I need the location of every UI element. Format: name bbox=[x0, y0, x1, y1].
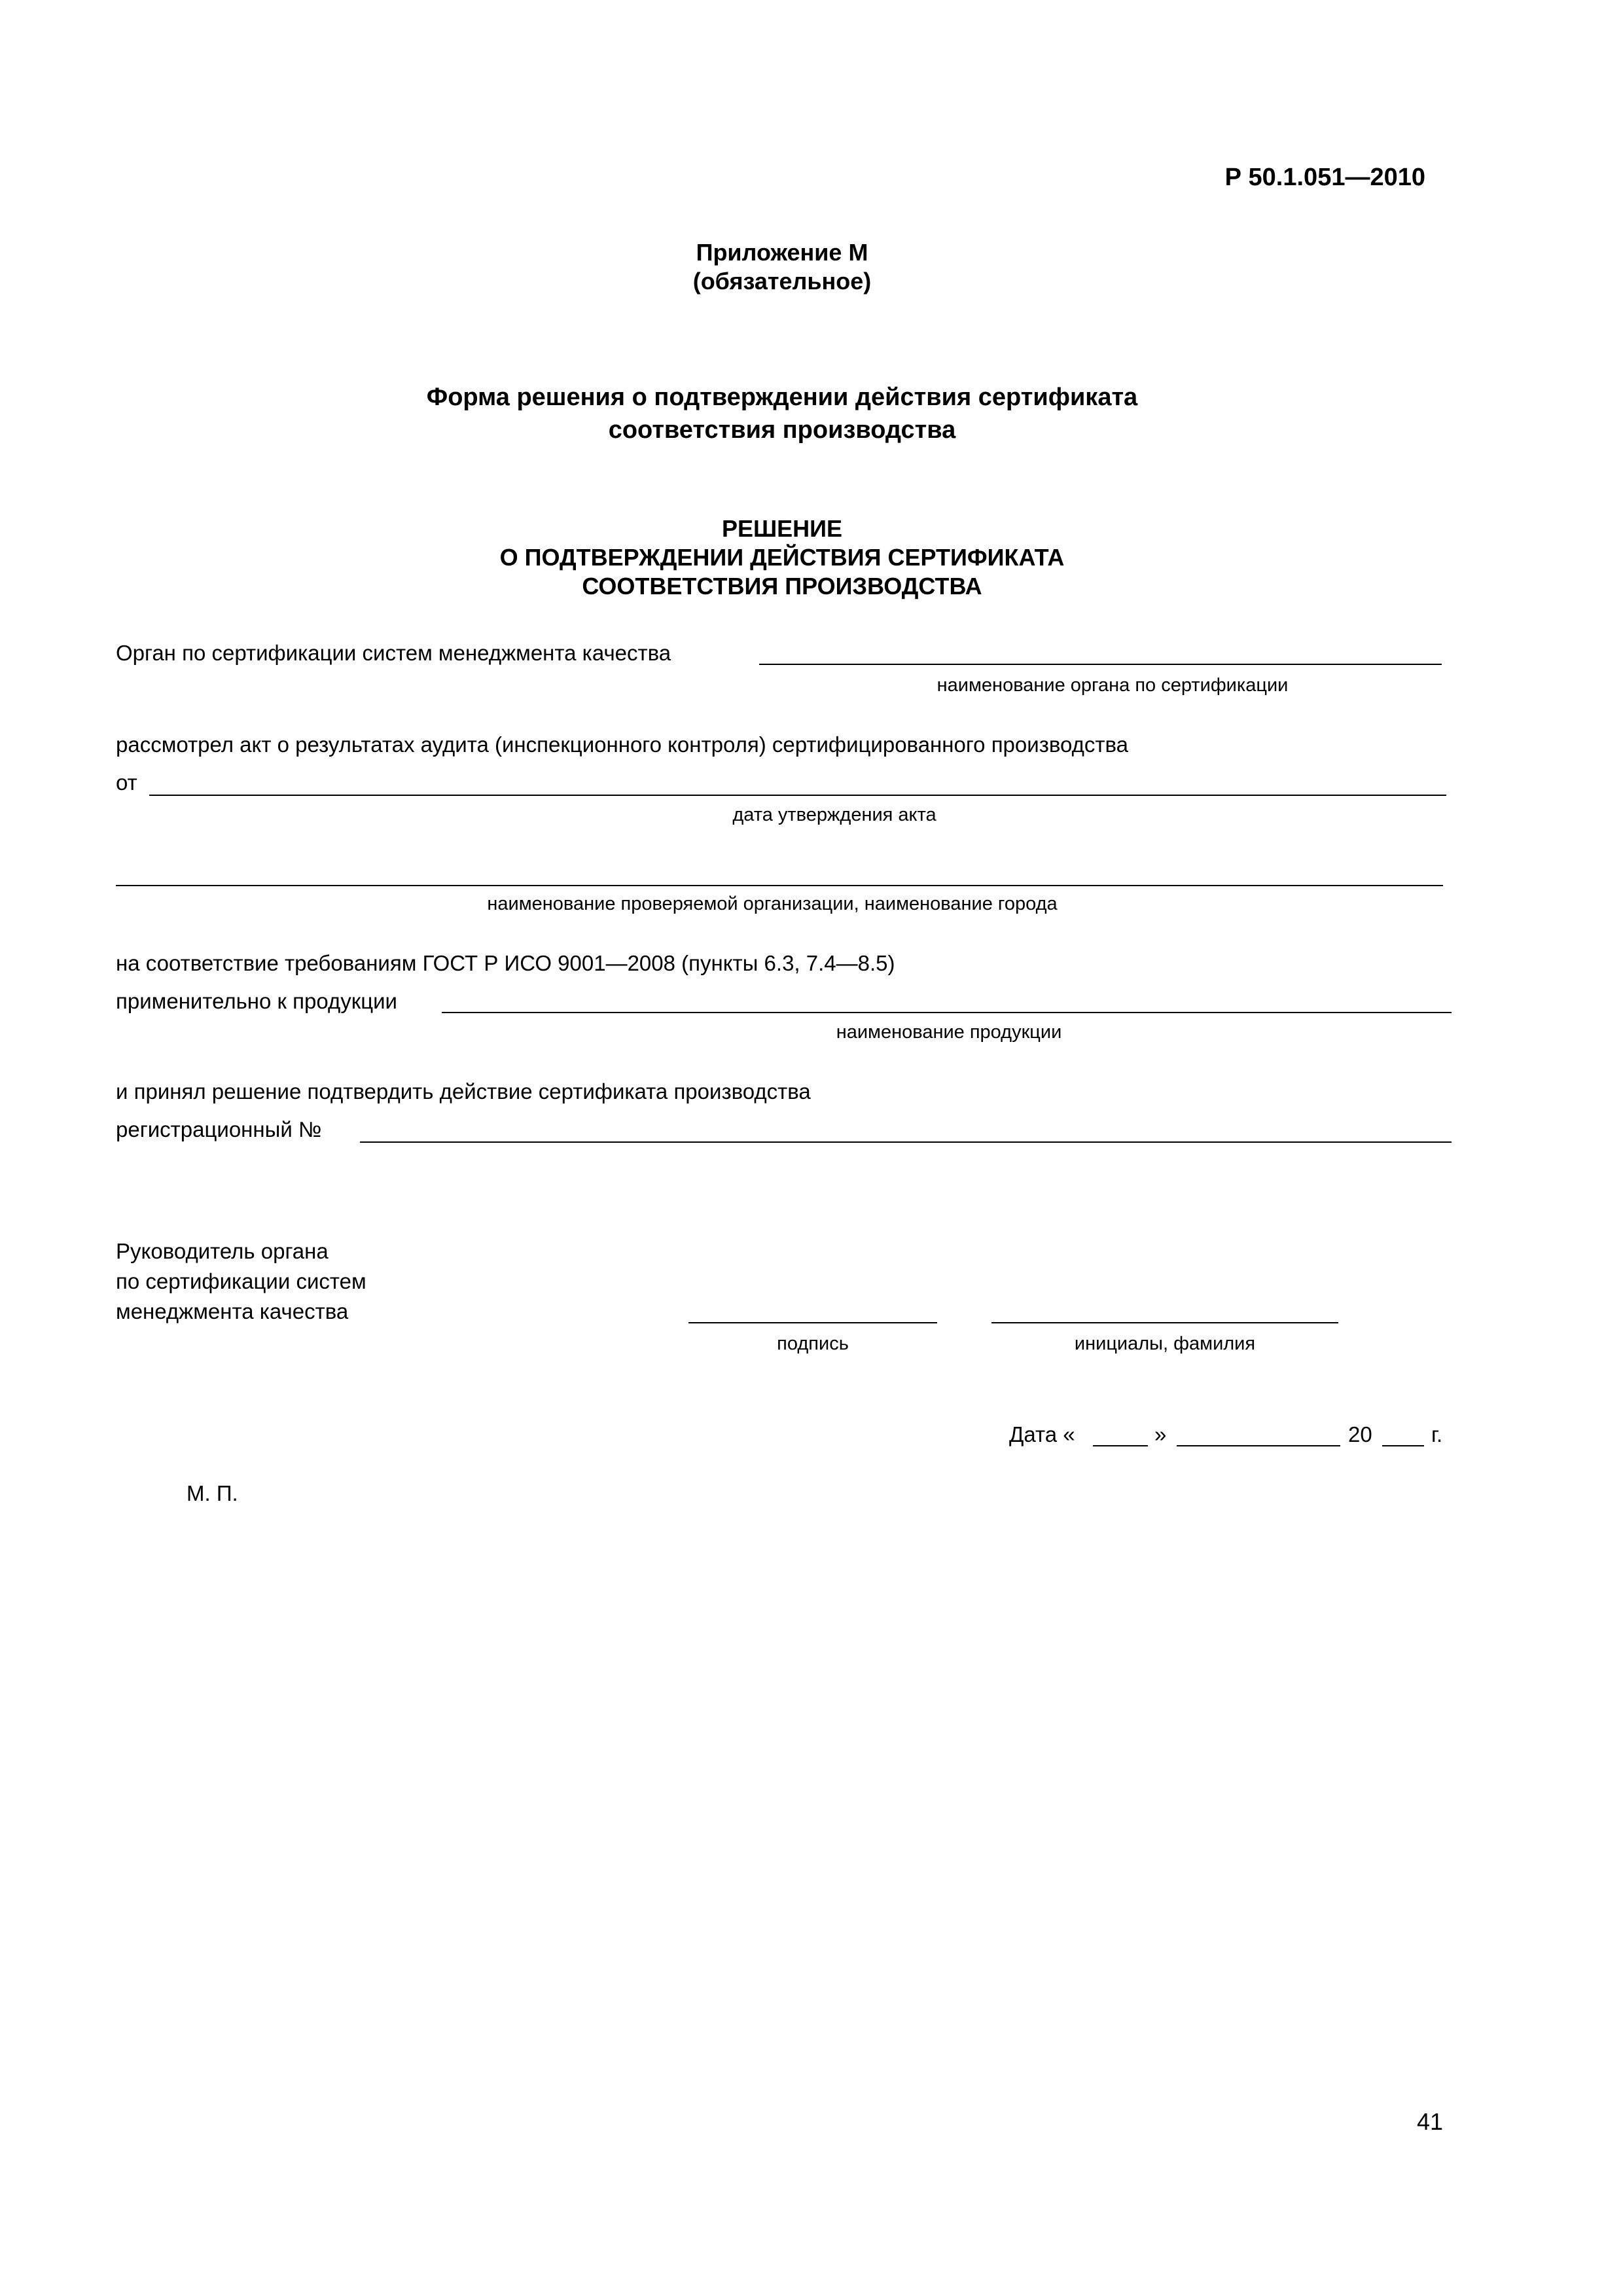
organization-caption: наименование проверяемой организации, наименование города bbox=[487, 893, 1058, 914]
head-title-line-1: Руководитель органа bbox=[116, 1239, 329, 1263]
date-year-prefix: 20 bbox=[1348, 1422, 1372, 1446]
product-caption: наименование продукции bbox=[836, 1022, 1062, 1043]
certification-body-caption: наименование органа по сертификации bbox=[936, 675, 1289, 696]
head-title-line-2: по сертификации систем bbox=[116, 1269, 366, 1293]
product-field[interactable] bbox=[442, 1012, 1452, 1013]
date-day-field[interactable] bbox=[1093, 1445, 1148, 1446]
organization-field[interactable] bbox=[116, 885, 1443, 886]
page-number: 41 bbox=[1416, 2108, 1443, 2135]
decision-text: и принял решение подтвердить действие сертификата производства bbox=[116, 1079, 811, 1103]
review-text: рассмотрел акт о результатах аудита (инспекционного контроля) сертифицированного производства bbox=[116, 732, 1129, 757]
decision-heading-line-3: СООТВЕТСТВИЯ ПРОИЗВОДСТВА bbox=[582, 573, 982, 600]
certification-body-label: Орган по сертификации систем менеджмента качества bbox=[116, 641, 671, 665]
decision-heading-line-2: О ПОДТВЕРЖДЕНИИ ДЕЙСТВИЯ СЕРТИФИКАТА bbox=[499, 544, 1065, 571]
from-label: от bbox=[116, 770, 137, 795]
registration-field[interactable] bbox=[360, 1141, 1452, 1143]
head-title-line-3: менеджмента качества bbox=[116, 1299, 349, 1323]
registration-label: регистрационный № bbox=[116, 1117, 322, 1141]
decision-heading-line-1: РЕШЕНИЕ bbox=[721, 515, 843, 542]
form-title-line-1: Форма решения о подтверждении действия сертификата bbox=[426, 384, 1138, 411]
product-label: применительно к продукции bbox=[116, 989, 397, 1013]
date-label: Дата « bbox=[1009, 1422, 1075, 1446]
initials-surname-caption: инициалы, фамилия bbox=[1074, 1333, 1256, 1354]
signature-field[interactable] bbox=[688, 1322, 937, 1323]
act-date-caption: дата утверждения акта bbox=[732, 804, 936, 825]
date-quote-close: » bbox=[1154, 1422, 1167, 1446]
initials-surname-field[interactable] bbox=[991, 1322, 1338, 1323]
date-year-suffix: г. bbox=[1431, 1422, 1443, 1446]
appendix-title: Приложение М bbox=[696, 239, 868, 266]
certification-body-field[interactable] bbox=[759, 664, 1442, 665]
form-title-line-2: соответствия производства bbox=[608, 416, 956, 444]
document-number: Р 50.1.051—2010 bbox=[1224, 164, 1425, 191]
conformity-text: на соответствие требованиям ГОСТ Р ИСО 9001—2008 (пункты 6.3, 7.4—8.5) bbox=[116, 951, 895, 975]
stamp-place-label: М. П. bbox=[187, 1481, 238, 1505]
signature-caption: подпись bbox=[777, 1333, 849, 1354]
act-date-field[interactable] bbox=[149, 795, 1446, 796]
date-month-field[interactable] bbox=[1177, 1445, 1340, 1446]
appendix-status: (обязательное) bbox=[692, 268, 872, 295]
date-year-field[interactable] bbox=[1382, 1445, 1424, 1446]
